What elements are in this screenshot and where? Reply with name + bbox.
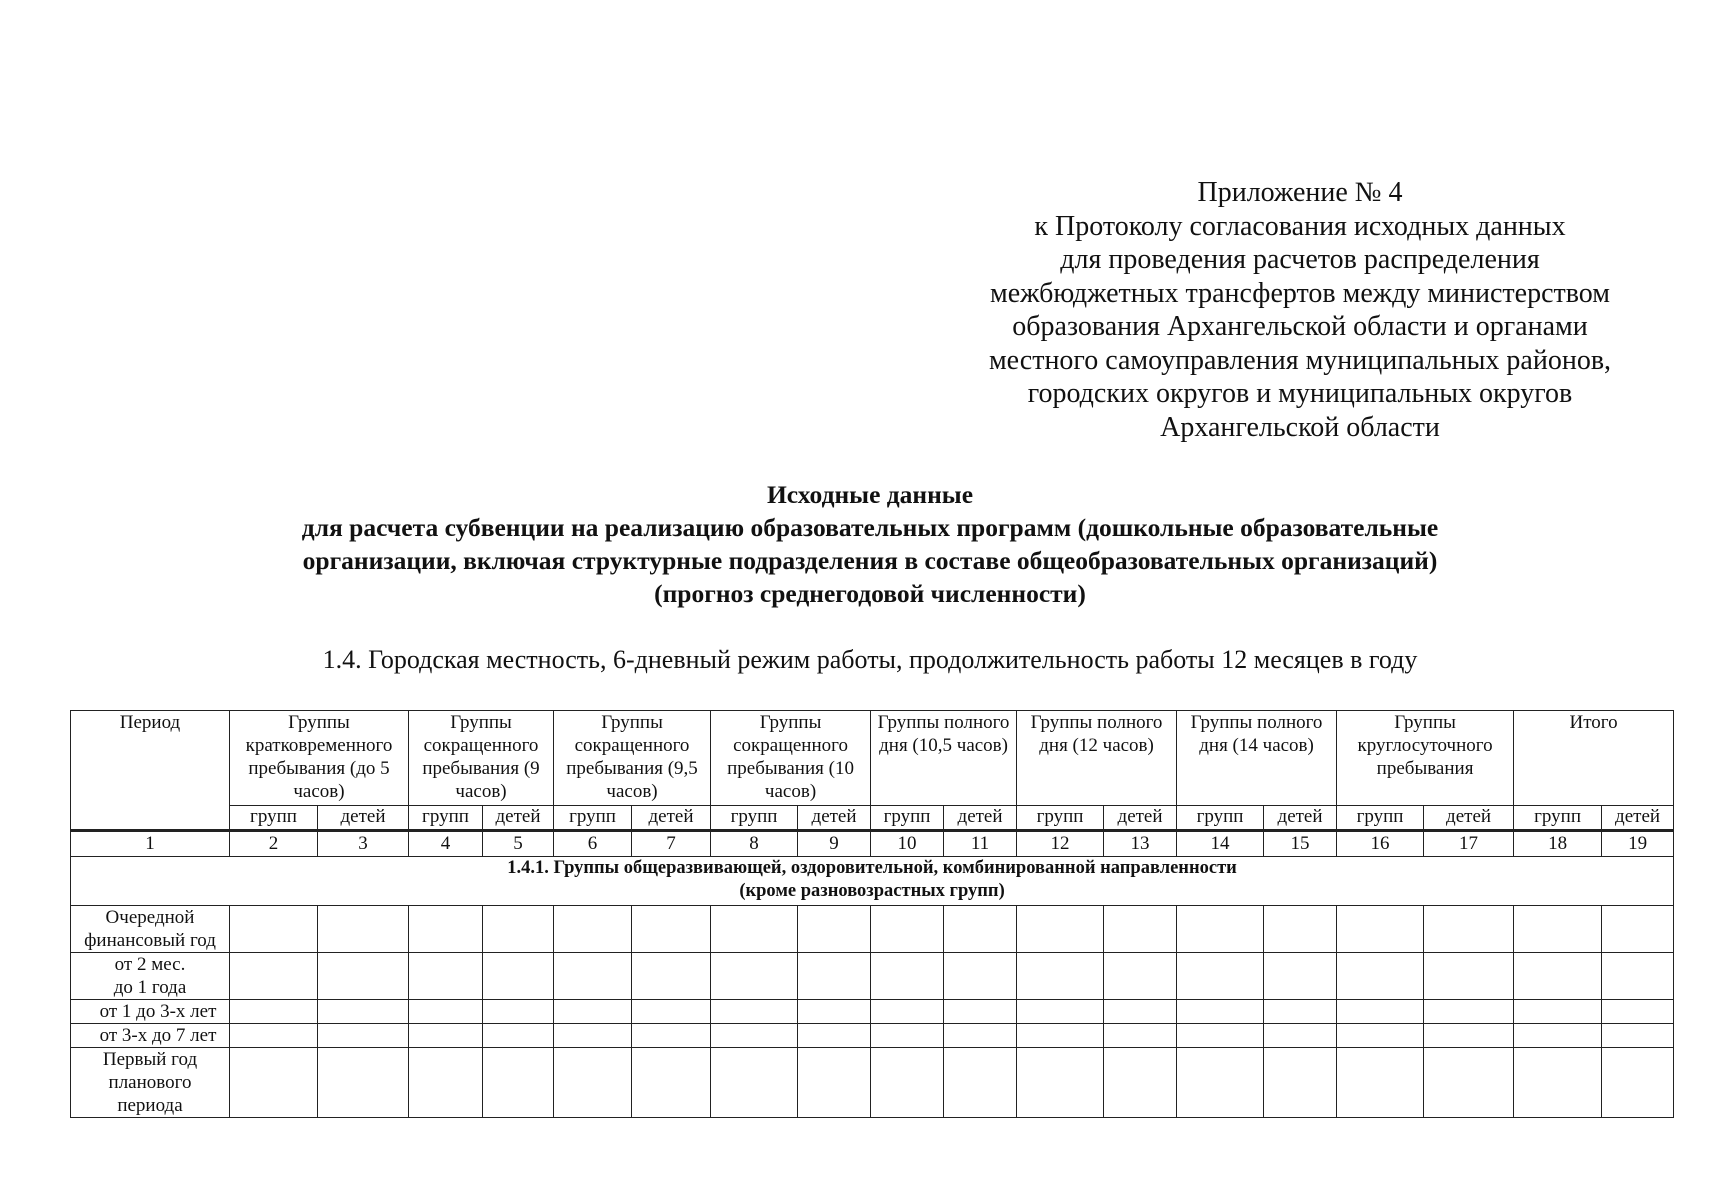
data-cell[interactable] [871,1048,944,1118]
group-header: Группы полного дня (10,5 часов) [871,711,1017,806]
data-cell[interactable] [318,953,409,1000]
data-cell[interactable] [711,1048,798,1118]
data-cell[interactable] [483,1000,554,1024]
appendix-line: Архангельской области [1160,411,1440,443]
data-cell[interactable] [409,1048,483,1118]
section-note: (кроме разновозрастных групп) [739,881,1005,901]
data-cell[interactable] [1264,1000,1337,1024]
subheader-groups: групп [1337,806,1424,831]
section-row [71,857,1674,906]
subheader-children: детей [318,806,409,831]
data-cell[interactable] [871,953,944,1000]
row-label-line: от 2 мес. [114,954,186,975]
group-header: Группы сокращенного пребывания (9 часов) [409,711,554,806]
appendix-line: городских округов и муниципальных округов [1027,378,1573,409]
subheader-row [71,806,1674,831]
subheader-groups: групп [554,806,632,831]
group-header: Группы полного дня (14 часов) [1177,711,1337,806]
row-label-line: финансовый год [84,930,216,951]
data-cell[interactable] [1017,953,1104,1000]
data-cell[interactable] [871,1000,944,1024]
data-cell[interactable] [798,1024,871,1048]
data-cell[interactable] [1424,1048,1514,1118]
row-label-line: до 1 года [113,977,187,998]
subheader-children: детей [798,806,871,831]
table-row [71,906,1674,953]
data-cell[interactable] [318,1000,409,1024]
row-label [71,1048,230,1118]
data-cell[interactable] [798,953,871,1000]
data-cell[interactable] [1017,1000,1104,1024]
title-line: для расчета субвенции на реализацию образовательных программ (дошкольные образовательные [301,513,1439,542]
data-cell[interactable] [1602,953,1674,1000]
data-cell[interactable] [1177,906,1264,953]
data-cell[interactable] [409,906,483,953]
column-number-row [71,831,1674,857]
column-number: 4 [409,831,483,857]
data-cell[interactable] [230,1048,318,1118]
data-cell[interactable] [1337,1048,1424,1118]
data-cell[interactable] [483,1048,554,1118]
row-label-line: планового [108,1072,192,1093]
header-row [71,711,1674,806]
data-cell[interactable] [483,953,554,1000]
subheader-groups: групп [1177,806,1264,831]
data-cell[interactable] [1337,1024,1424,1048]
row-label-line: периода [117,1095,183,1116]
data-cell[interactable] [711,906,798,953]
group-header: Группы сокращенного пребывания (9,5 часов) [554,711,711,806]
data-cell[interactable] [944,953,1017,1000]
data-cell[interactable] [1104,953,1177,1000]
data-cell[interactable] [1602,1024,1674,1048]
data-cell[interactable] [318,1048,409,1118]
data-cell[interactable] [944,1024,1017,1048]
group-header: Группы полного дня (12 часов) [1017,711,1177,806]
row-label: от 3-х до 7 лет [71,1024,230,1048]
data-cell[interactable] [944,1048,1017,1118]
data-cell[interactable] [230,1000,318,1024]
group-header: Группы кратковременного пребывания (до 5 часов) [230,711,409,806]
row-label [71,953,230,1000]
table-row [71,953,1674,1000]
subheader-children: детей [944,806,1017,831]
data-cell[interactable] [409,1000,483,1024]
row-label-line: Очередной [105,907,195,928]
column-number: 16 [1337,831,1424,857]
column-number: 1 [71,831,230,857]
row-label-line: Первый год [102,1049,198,1070]
data-cell[interactable] [1602,1000,1674,1024]
data-cell[interactable] [1337,1000,1424,1024]
title-line: организации, включая структурные подразделения в составе общеобразовательных организаций) [302,546,1438,575]
data-cell[interactable] [1514,1024,1602,1048]
data-cell[interactable] [798,1000,871,1024]
table-row [71,1000,1674,1024]
group-header: Группы сокращенного пребывания (10 часов) [711,711,871,806]
data-cell[interactable] [554,906,632,953]
data-cell[interactable] [711,953,798,1000]
data-table [70,710,1674,1118]
data-cell[interactable] [483,906,554,953]
subheader-children: детей [632,806,711,831]
data-cell[interactable] [798,906,871,953]
column-number: 11 [944,831,1017,857]
subheader-groups: групп [1017,806,1104,831]
column-number: 7 [632,831,711,857]
data-cell[interactable] [1424,1024,1514,1048]
table-row [71,1048,1674,1118]
data-cell[interactable] [1104,906,1177,953]
data-cell[interactable] [798,1048,871,1118]
subheader-children: детей [1602,806,1674,831]
data-cell[interactable] [1514,1000,1602,1024]
data-cell[interactable] [1337,953,1424,1000]
table-row [71,1024,1674,1048]
data-cell[interactable] [554,1000,632,1024]
subheader-children: детей [483,806,554,831]
data-cell[interactable] [1514,953,1602,1000]
group-header: Группы круглосуточного пребывания [1337,711,1514,806]
data-cell[interactable] [632,953,711,1000]
data-cell[interactable] [1177,953,1264,1000]
column-number: 6 [554,831,632,857]
data-cell[interactable] [1017,906,1104,953]
data-cell[interactable] [230,953,318,1000]
data-cell[interactable] [1177,1024,1264,1048]
column-number: 17 [1424,831,1514,857]
data-cell[interactable] [871,906,944,953]
data-cell[interactable] [1514,1048,1602,1118]
appendix-header [930,176,1670,444]
period-header: Период [71,711,230,831]
data-cell[interactable] [1337,906,1424,953]
column-number: 10 [871,831,944,857]
subheader-groups: групп [871,806,944,831]
data-cell[interactable] [1264,906,1337,953]
subheader-children: детей [1264,806,1337,831]
document-title [150,478,1590,610]
column-number: 2 [230,831,318,857]
data-cell[interactable] [318,1024,409,1048]
appendix-line: к Протоколу согласования исходных данных [1034,210,1566,242]
appendix-line: местного самоуправления муниципальных районов, [988,344,1612,376]
column-number: 19 [1602,831,1674,857]
subheader-children: детей [1424,806,1514,831]
appendix-number: Приложение № 4 [1197,177,1403,208]
data-cell[interactable] [409,1024,483,1048]
subheader-groups: групп [711,806,798,831]
data-cell[interactable] [1602,906,1674,953]
data-cell[interactable] [632,906,711,953]
column-number: 14 [1177,831,1264,857]
column-number: 9 [798,831,871,857]
data-cell[interactable] [1264,1024,1337,1048]
section-title: 1.4.1. Группы общеразвивающей, оздоровительной, комбинированной направленности [507,858,1237,878]
appendix-line: межбюджетных трансфертов между министерством [990,277,1610,309]
column-number: 15 [1264,831,1337,857]
data-cell[interactable] [944,906,1017,953]
data-cell[interactable] [1177,1000,1264,1024]
column-number: 13 [1104,831,1177,857]
appendix-line: образования Архангельской области и органами [1012,311,1588,342]
subheader-groups: групп [409,806,483,831]
data-cell[interactable] [554,953,632,1000]
data-cell[interactable] [1017,1048,1104,1118]
data-cell[interactable] [632,1000,711,1024]
data-cell[interactable] [632,1048,711,1118]
subheader-children: детей [1104,806,1177,831]
data-cell[interactable] [1424,1000,1514,1024]
column-number: 5 [483,831,554,857]
data-cell[interactable] [1017,1024,1104,1048]
data-cell[interactable] [711,1000,798,1024]
data-cell[interactable] [554,1048,632,1118]
total-header: Итого [1514,711,1674,806]
data-cell[interactable] [318,906,409,953]
column-number: 18 [1514,831,1602,857]
data-cell[interactable] [1104,1024,1177,1048]
data-cell[interactable] [409,953,483,1000]
title-line: (прогноз среднегодовой численности) [654,579,1086,608]
data-cell[interactable] [711,1024,798,1048]
data-cell[interactable] [1104,1000,1177,1024]
subheader-groups: групп [230,806,318,831]
column-number: 12 [1017,831,1104,857]
data-cell[interactable] [1602,1048,1674,1118]
data-cell[interactable] [1264,1048,1337,1118]
data-cell[interactable] [1104,1048,1177,1118]
data-cell[interactable] [483,1024,554,1048]
data-cell[interactable] [1514,906,1602,953]
row-label: от 1 до 3-х лет [71,1000,230,1024]
data-cell[interactable] [230,906,318,953]
section-subtitle: 1.4. Городская местность, 6-дневный режим работы, продолжительность работы 12 месяцев в году [322,645,1418,674]
data-cell[interactable] [1264,953,1337,1000]
data-cell[interactable] [1177,1048,1264,1118]
appendix-line: для проведения расчетов распределения [1060,244,1540,275]
data-cell[interactable] [944,1000,1017,1024]
subheader-groups: групп [1514,806,1602,831]
title-line: Исходные данные [766,480,974,509]
data-cell[interactable] [1424,906,1514,953]
data-cell[interactable] [554,1024,632,1048]
column-number: 8 [711,831,798,857]
data-cell[interactable] [230,1024,318,1048]
row-label [71,906,230,953]
data-cell[interactable] [871,1024,944,1048]
data-cell[interactable] [632,1024,711,1048]
column-number: 3 [318,831,409,857]
section-heading [71,857,1674,906]
data-cell[interactable] [1424,953,1514,1000]
